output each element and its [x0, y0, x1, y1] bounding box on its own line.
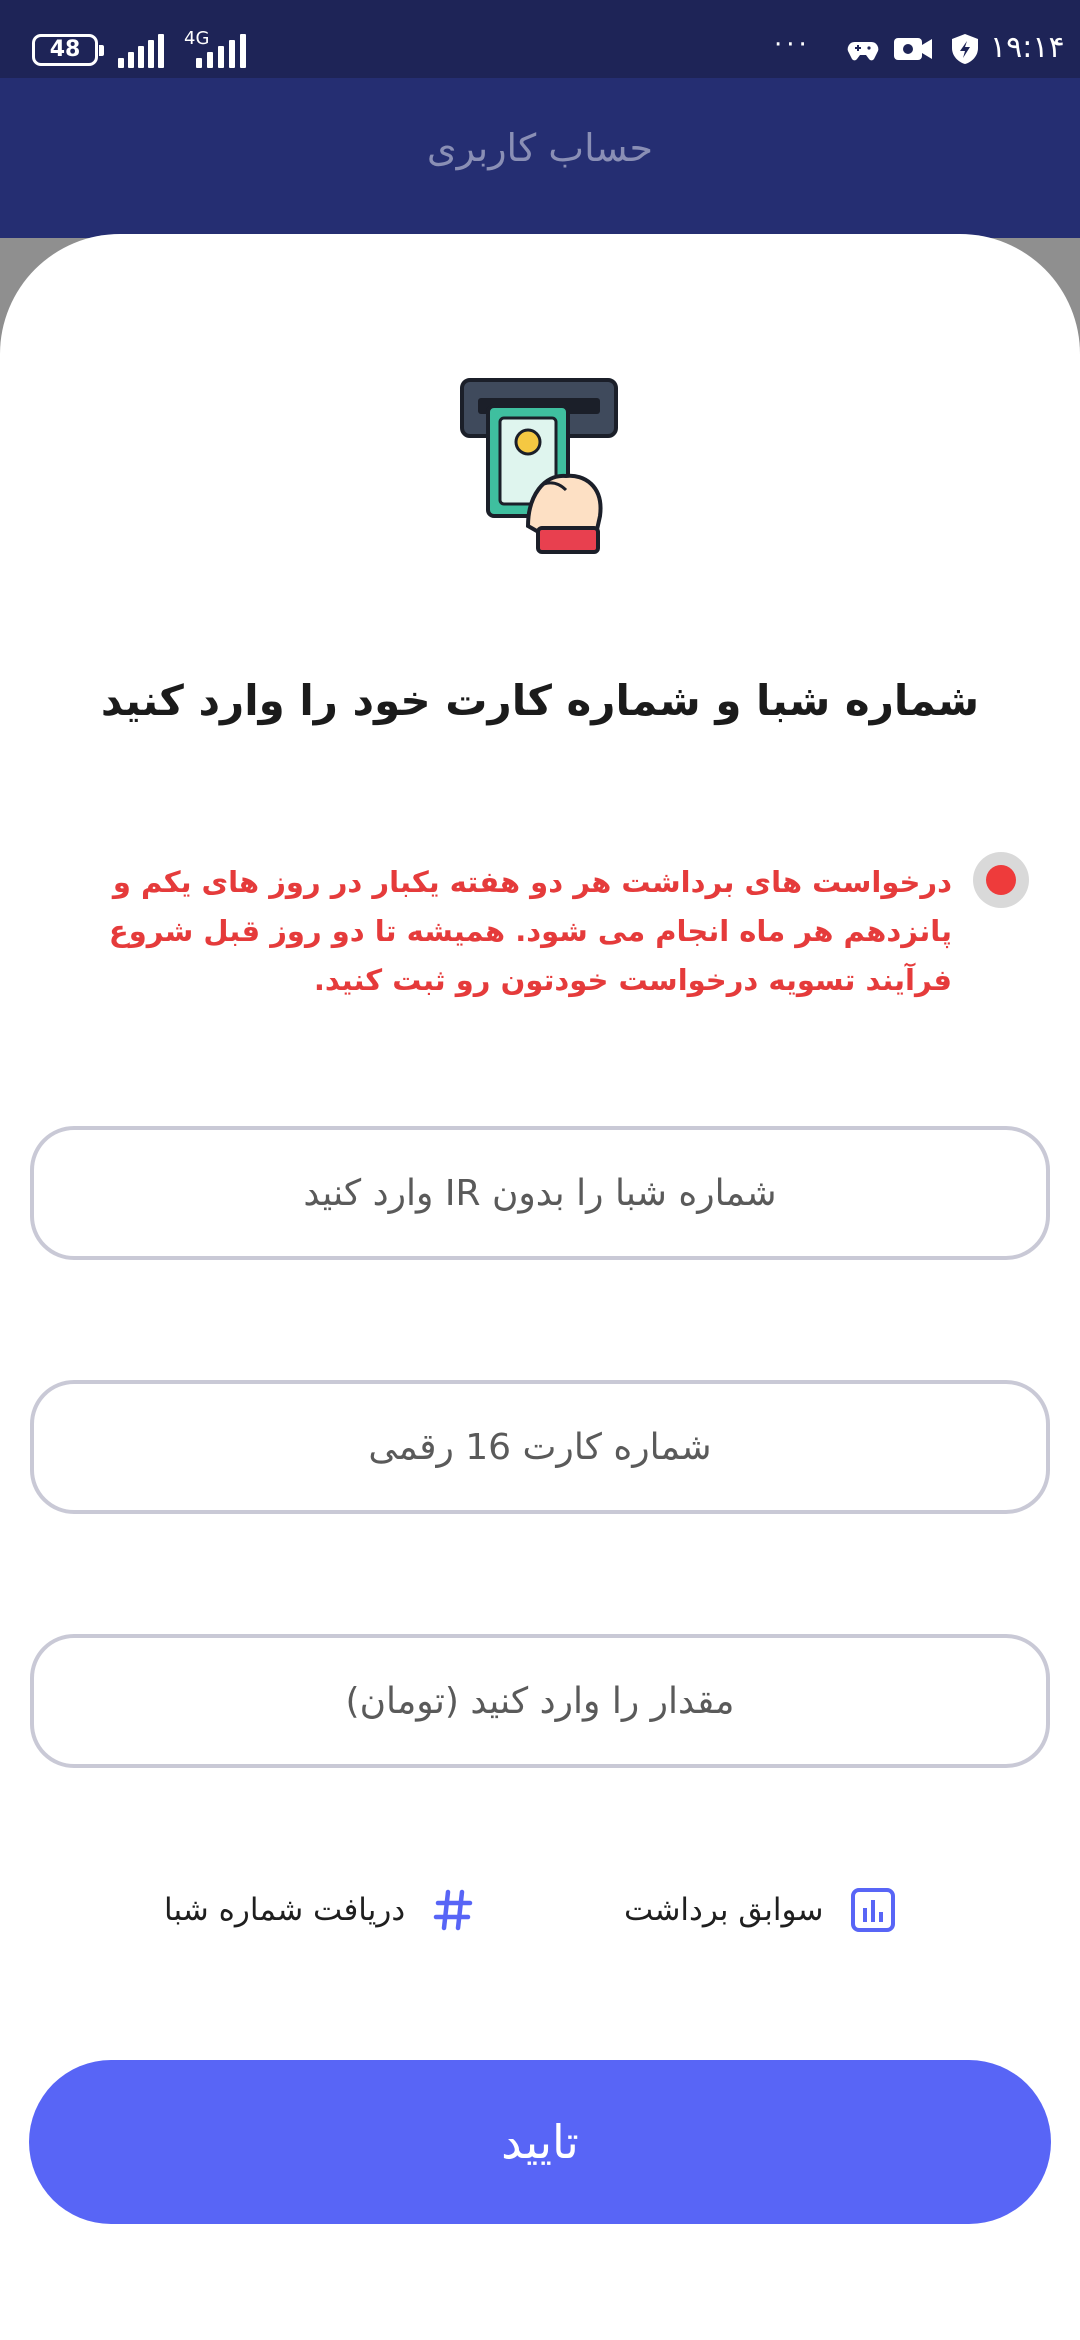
withdrawal-notice [56, 858, 952, 1005]
signal-strength-icon [118, 30, 168, 68]
card-number-field [30, 1380, 1050, 1514]
hash-icon [429, 1885, 479, 1935]
more-notifications-dots: ··· [774, 30, 811, 60]
status-bar [0, 0, 1080, 78]
status-time: ۱۹:۱۴ [990, 30, 1065, 65]
withdrawal-history-link[interactable] [624, 1880, 898, 1940]
withdrawal-history-label: سوابق برداشت [624, 1892, 824, 1928]
page-title: حساب کاربری [426, 126, 654, 170]
amount-input[interactable] [34, 1638, 1046, 1764]
notice-bullet-icon [973, 852, 1029, 908]
video-camera-icon [892, 32, 934, 66]
bar-chart-icon [848, 1885, 898, 1935]
network-type-label: 4G [184, 28, 210, 49]
atm-cash-withdrawal-icon [458, 376, 620, 558]
form-heading: شماره شبا و شماره کارت خود را وارد کنید [100, 676, 980, 725]
signal-strength-2-icon [196, 30, 250, 68]
amount-field [30, 1634, 1050, 1768]
sheba-input[interactable] [34, 1130, 1046, 1256]
app-header [0, 78, 1080, 238]
sheba-field [30, 1126, 1050, 1260]
shield-icon [948, 32, 982, 66]
get-sheba-label: دریافت شماره شبا [164, 1892, 406, 1928]
notice-text: درخواست های برداشت هر دو هفته یکبار در روز های یکم و پانزدهم هر ماه انجام می شود. همیشه تا دو روز قبل شروع فرآیند تسویه درخواست خودتون رو ثبت کنید. [108, 865, 952, 997]
card-number-input[interactable] [34, 1384, 1046, 1510]
confirm-button[interactable]: تایید [29, 2060, 1051, 2224]
get-sheba-link[interactable] [164, 1880, 479, 1940]
game-controller-icon [846, 32, 880, 66]
battery-indicator: 48 [32, 34, 98, 66]
